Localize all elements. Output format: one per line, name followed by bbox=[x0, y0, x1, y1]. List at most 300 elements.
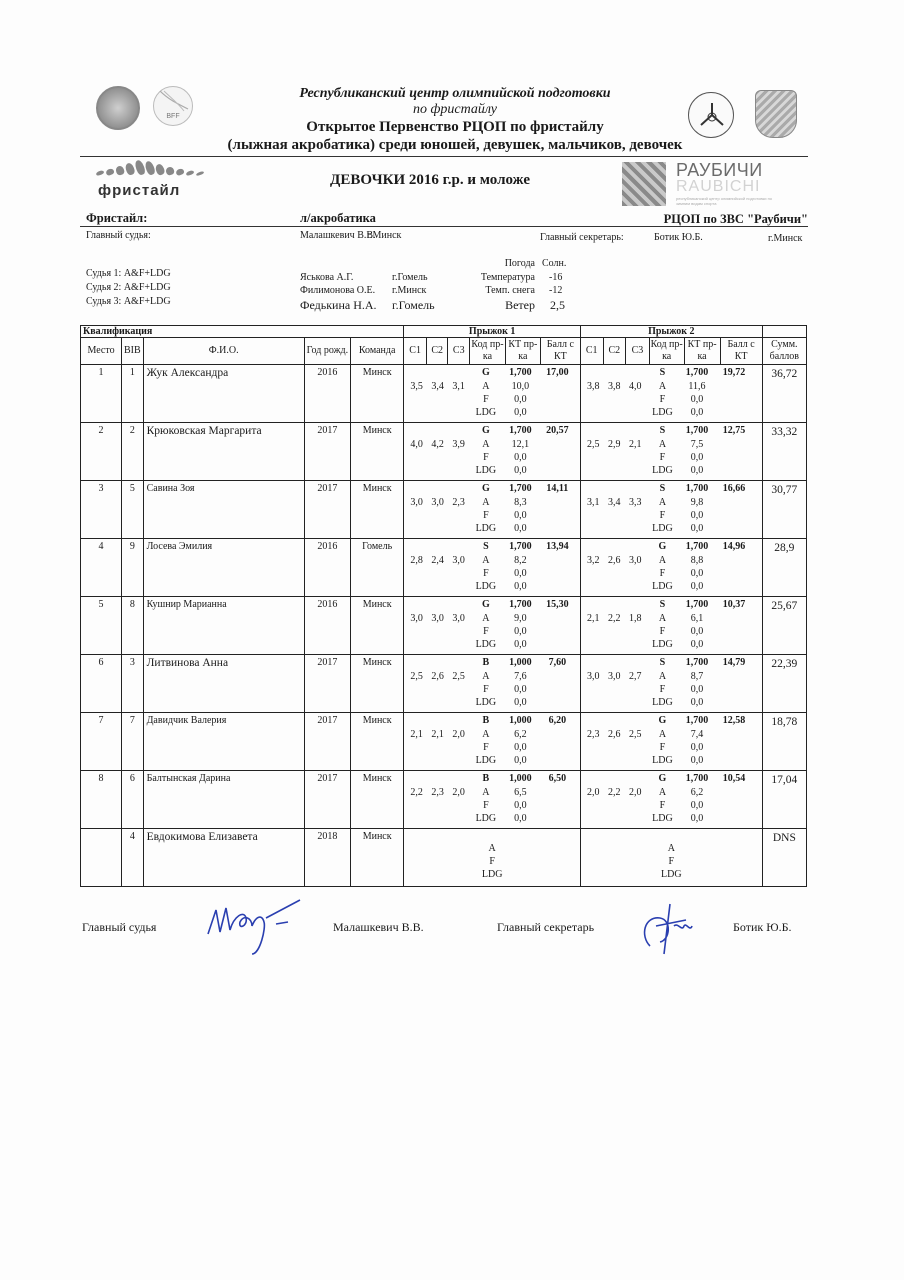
jump-score: 12,58 bbox=[722, 715, 746, 726]
sub-label-ldg: LDG bbox=[475, 697, 497, 708]
judge-c2-score: 2,9 bbox=[607, 439, 621, 450]
sub-label-ldg: LDG bbox=[652, 755, 673, 766]
jump-score: 14,96 bbox=[722, 541, 746, 552]
jump-code: S bbox=[659, 599, 666, 610]
team-name: Минск bbox=[350, 655, 403, 713]
freestyle-logo-text: фристайл bbox=[98, 182, 181, 199]
form-score: 0,0 bbox=[690, 684, 704, 695]
air-score: 7,4 bbox=[690, 729, 704, 740]
jump-code: G bbox=[658, 541, 667, 552]
col-team: Команда bbox=[350, 338, 403, 365]
judge-c2-score: 3,4 bbox=[607, 497, 621, 508]
weather-value: Солн. bbox=[542, 258, 567, 269]
air-score: 6,1 bbox=[690, 613, 704, 624]
sub-label-f: F bbox=[483, 568, 489, 579]
bib-cell: 8 bbox=[122, 597, 144, 655]
place-cell: 2 bbox=[81, 423, 122, 481]
col-bib: BIB bbox=[122, 338, 144, 365]
jump-kt: 1,700 bbox=[685, 599, 709, 610]
team-name: Минск bbox=[350, 713, 403, 771]
form-score: 0,0 bbox=[690, 742, 704, 753]
sub-label-f: F bbox=[659, 452, 666, 463]
j2-cell bbox=[580, 713, 762, 771]
birth-year: 2016 bbox=[304, 365, 350, 423]
form-score: 0,0 bbox=[690, 568, 704, 579]
total-score: 18,78 bbox=[762, 713, 806, 771]
judge-c2-score: 3,8 bbox=[607, 381, 621, 392]
judge-c2-score: 2,2 bbox=[607, 787, 621, 798]
place-cell: 7 bbox=[81, 713, 122, 771]
raubichi-logo-subtitle: республиканский центр олимпийской подготовки по зимним видам спорта bbox=[676, 196, 773, 206]
bib-cell: 7 bbox=[122, 713, 144, 771]
footer-chief-judge-name: Малашкевич В.В. bbox=[333, 920, 424, 934]
judge-c2-score: 4,2 bbox=[431, 439, 444, 450]
results-body bbox=[81, 365, 807, 887]
air-score: 8,3 bbox=[514, 497, 527, 508]
team-name: Минск bbox=[350, 423, 403, 481]
discipline-value: л/акробатика bbox=[300, 211, 376, 225]
team-name: Минск bbox=[350, 597, 403, 655]
temperature-label: Температура bbox=[480, 272, 535, 283]
jump-code: G bbox=[481, 367, 490, 378]
sub-label-ldg: LDG bbox=[652, 465, 673, 476]
form-score: 0,0 bbox=[690, 394, 704, 405]
place-cell: 5 bbox=[81, 597, 122, 655]
form-score: 0,0 bbox=[690, 626, 704, 637]
landing-score: 0,0 bbox=[514, 697, 527, 708]
form-score: 0,0 bbox=[690, 452, 704, 463]
landing-score: 0,0 bbox=[514, 755, 527, 766]
sub-label-f: F bbox=[483, 684, 489, 695]
air-score: 6,2 bbox=[514, 729, 527, 740]
judge-c2-score: 3,4 bbox=[431, 381, 444, 392]
raubichi-logo-text: РАУБИЧИ bbox=[676, 160, 763, 180]
header-organization: Республиканский центр олимпийской подготовки bbox=[299, 86, 611, 101]
j1-cell bbox=[404, 655, 581, 713]
sub-label-ldg: LDG bbox=[652, 407, 673, 418]
jump-score: 14,79 bbox=[722, 657, 746, 668]
sub-label-a: A bbox=[658, 671, 667, 682]
landing-score: 0,0 bbox=[690, 697, 704, 708]
birth-year: 2017 bbox=[304, 481, 350, 539]
judge-2-city: г.Минск bbox=[392, 285, 427, 296]
sub-label-a: A bbox=[667, 843, 675, 854]
air-score: 9,8 bbox=[690, 497, 704, 508]
info-divider bbox=[80, 226, 808, 227]
total-score: 17,04 bbox=[762, 771, 806, 829]
event-subtitle: (лыжная акробатика) среди юношей, девушек, мальчиков, девочек bbox=[227, 137, 683, 153]
sub-label-ldg: LDG bbox=[661, 869, 682, 880]
jump-score: 6,50 bbox=[548, 773, 567, 784]
landing-score: 0,0 bbox=[690, 813, 704, 824]
jump-kt: 1,000 bbox=[509, 715, 532, 726]
col-j1-c1: C1 bbox=[404, 338, 427, 365]
landing-score: 0,0 bbox=[690, 407, 704, 418]
landing-score: 0,0 bbox=[690, 755, 704, 766]
athlete-name: Крюковская Маргарита bbox=[143, 423, 304, 481]
landing-score: 0,0 bbox=[690, 523, 704, 534]
bib-cell: 2 bbox=[122, 423, 144, 481]
col-j1-kt: КТ пр-ка bbox=[505, 338, 540, 365]
jump-code: S bbox=[659, 367, 666, 378]
sub-label-f: F bbox=[668, 856, 675, 867]
jump-kt: 1,700 bbox=[685, 773, 709, 784]
judge-c1-score: 3,0 bbox=[410, 613, 423, 624]
jump-code: S bbox=[483, 541, 489, 552]
footer-chief-judge-label: Главный судья bbox=[82, 920, 157, 934]
bib-cell: 3 bbox=[122, 655, 144, 713]
team-name: Минск bbox=[350, 771, 403, 829]
snow-temperature-label: Темп. снега bbox=[485, 285, 535, 296]
col-j2-c3: C3 bbox=[626, 338, 650, 365]
judge-c3-score: 1,8 bbox=[628, 613, 642, 624]
landing-score: 0,0 bbox=[514, 407, 527, 418]
judge-c1-score: 3,1 bbox=[586, 497, 600, 508]
judge-2-name: Филимонова О.Е. bbox=[300, 285, 376, 296]
col-total: Сумм. баллов bbox=[762, 338, 806, 365]
place-cell: 6 bbox=[81, 655, 122, 713]
j1-cell bbox=[404, 597, 581, 655]
birth-year: 2017 bbox=[304, 423, 350, 481]
results-table bbox=[80, 325, 807, 887]
raubichi-logo-icon bbox=[622, 162, 666, 206]
footer-chief-secretary-name: Ботик Ю.Б. bbox=[733, 920, 792, 934]
judge-c3-score: 3,0 bbox=[628, 555, 642, 566]
j1-cell bbox=[404, 539, 581, 597]
sub-label-a: A bbox=[482, 729, 490, 740]
jump-kt: 1,700 bbox=[685, 715, 709, 726]
jump-kt: 1,700 bbox=[509, 599, 532, 610]
air-score: 6,2 bbox=[690, 787, 704, 798]
jump-score: 12,75 bbox=[722, 425, 746, 436]
raubichi-logo-latin: RAUBICHI bbox=[676, 178, 761, 195]
jump-code: S bbox=[659, 483, 666, 494]
sub-label-ldg: LDG bbox=[475, 581, 497, 592]
athlete-name: Евдокимова Елизавета bbox=[143, 829, 304, 887]
air-score: 10,0 bbox=[511, 381, 530, 392]
j1-cell bbox=[404, 829, 581, 887]
air-score: 8,8 bbox=[690, 555, 704, 566]
form-score: 0,0 bbox=[514, 626, 527, 637]
col-place: Место bbox=[81, 338, 122, 365]
sub-label-f: F bbox=[659, 568, 666, 579]
team-name: Минск bbox=[350, 481, 403, 539]
jump-score: 17,00 bbox=[546, 367, 569, 378]
header-organization-sub: по фристайлу bbox=[412, 102, 498, 117]
place-cell: 8 bbox=[81, 771, 122, 829]
chief-secretary-name: Ботик Ю.Б. bbox=[654, 232, 703, 243]
judge-c3-score: 3,0 bbox=[452, 613, 465, 624]
judge-c3-score: 2,0 bbox=[452, 787, 465, 798]
birth-year: 2016 bbox=[304, 597, 350, 655]
sub-label-a: A bbox=[482, 613, 490, 624]
jump-code: G bbox=[481, 425, 490, 436]
table-row bbox=[81, 481, 807, 539]
chief-secretary-signature-icon bbox=[630, 896, 710, 956]
judge-c1-score: 2,0 bbox=[586, 787, 600, 798]
judge-c2-score: 3,0 bbox=[607, 671, 621, 682]
bib-cell: 6 bbox=[122, 771, 144, 829]
discipline-label: Фристайл: bbox=[86, 211, 148, 225]
landing-score: 0,0 bbox=[690, 581, 704, 592]
chief-judge-name: Малашкевич В.В. bbox=[300, 230, 376, 241]
sub-label-f: F bbox=[659, 684, 666, 695]
jump-score: 19,72 bbox=[722, 367, 746, 378]
jump-code: B bbox=[482, 715, 490, 726]
jump-kt: 1,700 bbox=[509, 483, 532, 494]
judge-c3-score: 3,1 bbox=[452, 381, 465, 392]
j2-cell bbox=[580, 481, 762, 539]
place-cell: 3 bbox=[81, 481, 122, 539]
sub-label-a: A bbox=[658, 497, 667, 508]
table-row bbox=[81, 771, 807, 829]
chief-secretary-label: Главный секретарь: bbox=[540, 232, 624, 243]
j2-cell bbox=[580, 655, 762, 713]
judge-c3-score: 2,5 bbox=[628, 729, 642, 740]
judge-1-city: г.Гомель bbox=[392, 272, 428, 283]
j2-cell bbox=[580, 597, 762, 655]
sub-label-a: A bbox=[658, 439, 667, 450]
total-score: 33,32 bbox=[762, 423, 806, 481]
team-name: Гомель bbox=[350, 539, 403, 597]
col-j2-c2: C2 bbox=[603, 338, 626, 365]
sub-label-ldg: LDG bbox=[475, 407, 497, 418]
total-score: 28,9 bbox=[762, 539, 806, 597]
jump-code: G bbox=[481, 599, 490, 610]
total-score: 36,72 bbox=[762, 365, 806, 423]
landing-score: 0,0 bbox=[690, 465, 704, 476]
sub-label-f: F bbox=[659, 626, 666, 637]
judge-c1-score: 2,5 bbox=[410, 671, 423, 682]
judge-2-label: Судья 2: A&F+LDG bbox=[86, 282, 171, 293]
judge-c1-score: 2,8 bbox=[410, 555, 423, 566]
air-score: 9,0 bbox=[514, 613, 527, 624]
birth-year: 2016 bbox=[304, 539, 350, 597]
judge-c1-score: 2,1 bbox=[586, 613, 600, 624]
sub-label-a: A bbox=[482, 671, 490, 682]
freestyle-leaves-icon bbox=[96, 160, 204, 175]
sub-label-a: A bbox=[482, 787, 490, 798]
judge-c2-score: 2,6 bbox=[431, 671, 444, 682]
judge-c2-score: 3,0 bbox=[431, 497, 444, 508]
landing-score: 0,0 bbox=[514, 523, 527, 534]
judge-c2-score: 2,2 bbox=[607, 613, 621, 624]
snow-temperature-value: -12 bbox=[549, 285, 563, 296]
j1-cell bbox=[404, 365, 581, 423]
athlete-name: Балтынская Дарина bbox=[143, 771, 304, 829]
sub-label-ldg: LDG bbox=[475, 523, 497, 534]
category-title: ДЕВОЧКИ 2016 г.р. и моложе bbox=[330, 172, 530, 188]
judge-c1-score: 2,5 bbox=[586, 439, 600, 450]
table-row bbox=[81, 713, 807, 771]
sub-label-ldg: LDG bbox=[475, 465, 497, 476]
judge-c1-score: 3,0 bbox=[410, 497, 423, 508]
judge-c3-score: 3,3 bbox=[628, 497, 642, 508]
form-score: 0,0 bbox=[514, 394, 527, 405]
sub-label-ldg: LDG bbox=[652, 581, 673, 592]
total-score: 30,77 bbox=[762, 481, 806, 539]
jump-code: G bbox=[658, 715, 667, 726]
judge-c2-score: 3,0 bbox=[431, 613, 444, 624]
jump-2-header: Прыжок 2 bbox=[580, 326, 762, 338]
total-header-blank bbox=[762, 326, 806, 338]
judge-1-label: Судья 1: A&F+LDG bbox=[86, 268, 171, 279]
sub-label-f: F bbox=[483, 742, 489, 753]
judge-c1-score: 2,2 bbox=[410, 787, 423, 798]
sub-label-f: F bbox=[483, 626, 489, 637]
air-score: 6,5 bbox=[514, 787, 527, 798]
header-divider bbox=[80, 156, 808, 157]
j2-cell bbox=[580, 365, 762, 423]
sub-label-ldg: LDG bbox=[652, 639, 673, 650]
total-score: 22,39 bbox=[762, 655, 806, 713]
judge-c1-score: 3,0 bbox=[586, 671, 600, 682]
jump-code: G bbox=[658, 773, 667, 784]
sub-label-a: A bbox=[482, 439, 490, 450]
col-j2-score: Балл с КТ bbox=[720, 338, 762, 365]
judge-c3-score: 2,0 bbox=[628, 787, 642, 798]
air-score: 8,2 bbox=[514, 555, 527, 566]
judge-3-label: Судья 3: A&F+LDG bbox=[86, 296, 171, 307]
air-score: 7,5 bbox=[690, 439, 704, 450]
sub-label-a: A bbox=[482, 497, 490, 508]
form-score: 0,0 bbox=[514, 684, 527, 695]
jump-kt: 1,700 bbox=[685, 425, 709, 436]
col-year: Год рожд. bbox=[304, 338, 350, 365]
judge-c1-score: 4,0 bbox=[410, 439, 423, 450]
j1-cell bbox=[404, 713, 581, 771]
jump-score: 20,57 bbox=[546, 425, 569, 436]
judge-c2-score: 2,4 bbox=[431, 555, 444, 566]
total-score: 25,67 bbox=[762, 597, 806, 655]
minsk-coat-of-arms-icon bbox=[755, 90, 797, 138]
jump-score: 13,94 bbox=[546, 541, 569, 552]
athlete-name: Давидчик Валерия bbox=[143, 713, 304, 771]
judge-c3-score: 2,7 bbox=[628, 671, 642, 682]
total-score: DNS bbox=[762, 829, 806, 887]
jump-score: 7,60 bbox=[548, 657, 567, 668]
judge-c2-score: 2,1 bbox=[431, 729, 444, 740]
sub-label-a: A bbox=[658, 555, 667, 566]
birth-year: 2017 bbox=[304, 655, 350, 713]
sub-label-f: F bbox=[483, 510, 489, 521]
judge-c3-score: 2,5 bbox=[452, 671, 465, 682]
athlete-name: Лосева Эмилия bbox=[143, 539, 304, 597]
jump-score: 10,37 bbox=[722, 599, 746, 610]
sub-label-a: A bbox=[482, 381, 490, 392]
sub-label-f: F bbox=[483, 394, 489, 405]
form-score: 0,0 bbox=[514, 742, 527, 753]
judge-c1-score: 2,3 bbox=[586, 729, 600, 740]
form-score: 0,0 bbox=[690, 510, 704, 521]
jump-kt: 1,700 bbox=[685, 657, 709, 668]
wind-value: 2,5 bbox=[550, 298, 565, 312]
landing-score: 0,0 bbox=[690, 639, 704, 650]
athlete-name: Кушнир Марианна bbox=[143, 597, 304, 655]
chief-judge-city: г.Минск bbox=[367, 230, 402, 241]
sub-label-f: F bbox=[659, 394, 666, 405]
sub-label-ldg: LDG bbox=[652, 523, 673, 534]
col-j2-c1: C1 bbox=[580, 338, 603, 365]
jump-score: 10,54 bbox=[722, 773, 746, 784]
air-score: 8,7 bbox=[690, 671, 704, 682]
sub-label-ldg: LDG bbox=[475, 813, 497, 824]
sub-label-f: F bbox=[483, 452, 489, 463]
chief-secretary-city: г.Минск bbox=[768, 233, 803, 244]
judge-c1-score: 3,5 bbox=[410, 381, 423, 392]
jump-kt: 1,000 bbox=[509, 657, 532, 668]
place-cell bbox=[81, 829, 122, 887]
chief-judge-label: Главный судья: bbox=[86, 230, 151, 241]
landing-score: 0,0 bbox=[514, 465, 527, 476]
form-score: 0,0 bbox=[514, 452, 527, 463]
judge-c1-score: 3,2 bbox=[586, 555, 600, 566]
place-cell: 1 bbox=[81, 365, 122, 423]
place-cell: 4 bbox=[81, 539, 122, 597]
j1-cell bbox=[404, 423, 581, 481]
air-score: 12,1 bbox=[511, 439, 530, 450]
sub-label-a: A bbox=[658, 613, 667, 624]
col-name: Ф.И.О. bbox=[143, 338, 304, 365]
sub-label-f: F bbox=[659, 800, 666, 811]
athlete-name: Савина Зоя bbox=[143, 481, 304, 539]
sub-label-f: F bbox=[659, 742, 666, 753]
form-score: 0,0 bbox=[514, 800, 527, 811]
j1-cell bbox=[404, 481, 581, 539]
sub-label-ldg: LDG bbox=[481, 869, 503, 880]
landing-score: 0,0 bbox=[514, 639, 527, 650]
j2-cell bbox=[580, 771, 762, 829]
jump-score: 15,30 bbox=[546, 599, 569, 610]
judge-1-name: Яськова А.Г. bbox=[300, 272, 354, 283]
judge-c3-score: 3,0 bbox=[452, 555, 465, 566]
judge-3-name: Федькина Н.А. bbox=[300, 298, 377, 312]
wind-label: Ветер bbox=[505, 298, 535, 312]
judge-c3-score: 3,9 bbox=[452, 439, 465, 450]
judge-c1-score: 3,8 bbox=[586, 381, 600, 392]
table-row bbox=[81, 655, 807, 713]
jump-1-header: Прыжок 1 bbox=[404, 326, 581, 338]
col-j2-kt: КТ пр-ка bbox=[684, 338, 720, 365]
col-j1-score: Балл с КТ bbox=[540, 338, 580, 365]
air-score: 11,6 bbox=[688, 381, 706, 392]
jump-kt: 1,700 bbox=[685, 541, 709, 552]
athlete-name: Жук Александра bbox=[143, 365, 304, 423]
col-j1-c3: C3 bbox=[448, 338, 470, 365]
j2-cell bbox=[580, 539, 762, 597]
col-j1-code: Код пр-ка bbox=[470, 338, 506, 365]
sub-label-a: A bbox=[482, 555, 490, 566]
sub-label-ldg: LDG bbox=[652, 813, 673, 824]
sub-label-f: F bbox=[483, 800, 489, 811]
sub-label-a: A bbox=[658, 381, 667, 392]
form-score: 0,0 bbox=[514, 510, 527, 521]
sub-label-a: A bbox=[658, 729, 667, 740]
bib-cell: 4 bbox=[122, 829, 144, 887]
jump-code: S bbox=[659, 425, 666, 436]
bib-cell: 9 bbox=[122, 539, 144, 597]
judge-c1-score: 2,1 bbox=[410, 729, 423, 740]
jump-code: B bbox=[482, 773, 490, 784]
olympic-committee-emblem-icon bbox=[96, 86, 140, 130]
event-title: Открытое Первенство РЦОП по фристайлу bbox=[306, 119, 604, 135]
weather-label: Погода bbox=[504, 258, 535, 269]
judge-c3-score: 2,1 bbox=[628, 439, 642, 450]
jump-code: G bbox=[481, 483, 490, 494]
judge-c3-score: 2,0 bbox=[452, 729, 465, 740]
j2-cell bbox=[580, 423, 762, 481]
qualification-caption: Квалификация bbox=[81, 326, 404, 338]
